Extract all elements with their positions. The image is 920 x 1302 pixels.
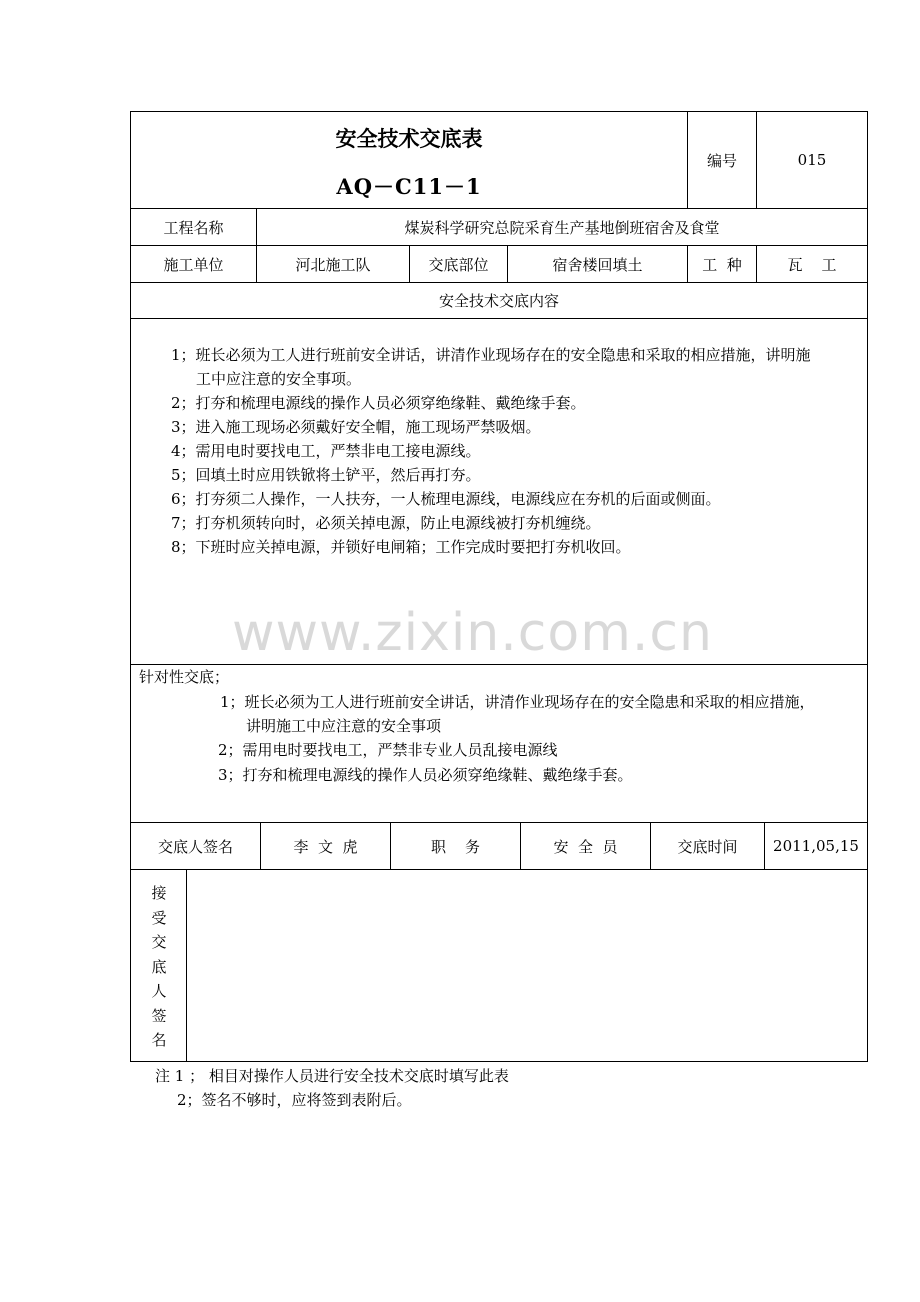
list-item: 4；需用电时要找电工，严禁非电工接电源线。: [171, 442, 481, 460]
project-label: 工程名称: [163, 218, 224, 237]
part-label: 交底部位: [428, 255, 489, 274]
list-item: 7；打夯机须转向时，必须关掉电源，防止电源线被打夯机缠绕。: [171, 514, 601, 532]
list-item: 5；回填土时应用铁锨将土铲平，然后再打夯。: [171, 466, 481, 484]
list-item: 8；下班时应关掉电源，并锁好电闸箱；工作完成时要把打夯机收回。: [171, 538, 631, 556]
list-item: 工中应注意的安全事项。: [196, 370, 362, 388]
note-2: 2；签名不够时，应将签到表附后。: [177, 1091, 412, 1109]
list-item: 讲明施工中应注意的安全事项: [246, 717, 442, 735]
project-value: 煤炭科学研究总院采育生产基地倒班宿舍及食堂: [404, 218, 720, 237]
position-value: 安 全 员: [553, 837, 618, 856]
trade-label: 工 种: [702, 255, 742, 274]
trade-value: 瓦 工: [787, 255, 837, 274]
number-label: 编号: [706, 151, 737, 170]
list-item: 3；进入施工现场必须戴好安全帽，施工现场严禁吸烟。: [171, 418, 541, 436]
signer-label: 交底人签名: [157, 837, 233, 856]
list-item: 1；班长必须为工人进行班前安全讲话，讲清作业现场存在的安全隐患和采取的相应措施，讲明施: [171, 346, 811, 364]
form-title: 安全技术交底表: [335, 126, 483, 151]
receiver-signature-field[interactable]: [187, 870, 867, 1061]
receiver-label: 接 受 交 底 人 签 名: [151, 884, 167, 1049]
content-heading: 安全技术交底内容: [438, 292, 559, 310]
unit-value: 河北施工队: [295, 255, 371, 274]
targeted-heading: 针对性交底；: [139, 668, 230, 686]
list-item: 6；打夯须二人操作，一人扶夯，一人梳理电源线，电源线应在夯机的后面或侧面。: [171, 490, 721, 508]
signer-value: 李 文 虎: [293, 837, 358, 856]
watermark: www.zixin.com.cn: [232, 603, 713, 663]
list-item: 1；班长必须为工人进行班前安全讲话，讲清作业现场存在的安全隐患和采取的相应措施，: [220, 693, 815, 711]
part-value: 宿舍楼回填土: [552, 255, 643, 274]
note-1: 注 1 ； 相目对操作人员进行安全技术交底时填写此表: [155, 1067, 509, 1085]
form-code: AQ－C11－1: [336, 174, 482, 199]
number-value: 015: [797, 151, 827, 169]
unit-label: 施工单位: [163, 255, 224, 274]
position-label: 职 务: [430, 837, 481, 856]
time-label: 交底时间: [677, 837, 738, 856]
time-value: 2011,05,15: [773, 837, 859, 855]
list-item: 2；需用电时要找电工，严禁非专业人员乱接电源线: [218, 741, 558, 759]
list-item: 3；打夯和梳理电源线的操作人员必须穿绝缘鞋、戴绝缘手套。: [218, 766, 633, 784]
list-item: 2；打夯和梳理电源线的操作人员必须穿绝缘鞋、戴绝缘手套。: [171, 394, 586, 412]
